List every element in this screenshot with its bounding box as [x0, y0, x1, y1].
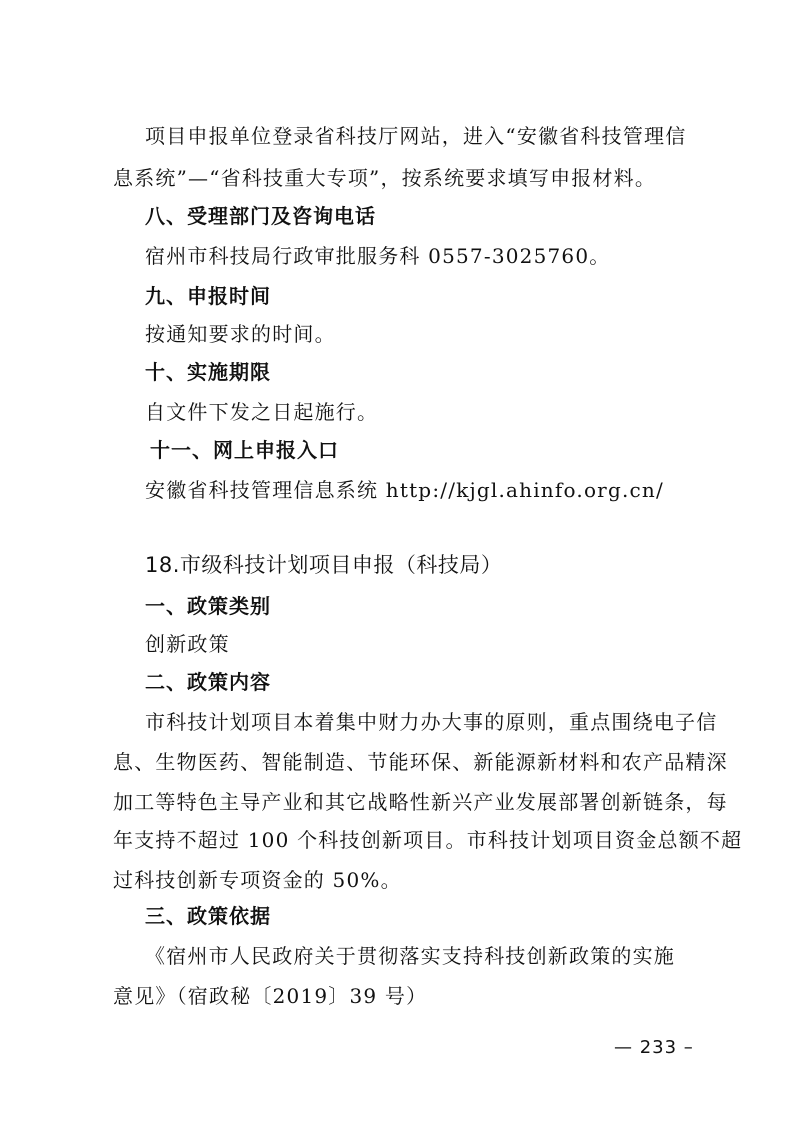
section-body: 按通知要求的时间。 [145, 322, 336, 346]
section-heading: 二、政策内容 [145, 670, 271, 694]
section-heading: 十、实施期限 [145, 360, 271, 384]
section-body: 自文件下发之日起施行。 [145, 400, 379, 424]
paragraph-line: 项目申报单位登录省科技厅网站，进入“安徽省科技管理信 [145, 124, 687, 148]
paragraph-line: 《宿州市人民政府关于贯彻落实支持科技创新政策的实施 [145, 944, 675, 968]
section-body: 创新政策 [145, 632, 230, 656]
paragraph-line: 年支持不超过 100 个科技创新项目。市科技计划项目资金总额不超 [113, 828, 743, 852]
section-heading: 三、政策依据 [145, 904, 271, 928]
paragraph-line: 意见》（宿政秘〔2019〕39 号） [113, 984, 428, 1008]
paragraph-line: 息、生物医药、智能制造、节能环保、新能源新材料和农产品精深 [113, 750, 728, 774]
paragraph-line: 过科技创新专项资金的 50%。 [113, 868, 402, 892]
section-heading: 八、受理部门及咨询电话 [145, 204, 376, 228]
section-heading: 十一、网上申报入口 [150, 438, 339, 462]
section-heading: 九、申报时间 [145, 284, 271, 308]
paragraph-line: 息系统”—“省科技重大专项”，按系统要求填写申报材料。 [113, 166, 657, 190]
item-title: 18.市级科技计划项目申报（科技局） [145, 553, 503, 577]
paragraph-line: 市科技计划项目本着集中财力办大事的原则，重点围绕电子信 [145, 710, 718, 734]
section-body: 宿州市科技局行政审批服务科 0557-3025760。 [145, 244, 611, 268]
paragraph-line: 加工等特色主导产业和其它战略性新兴产业发展部署创新链条，每 [113, 790, 728, 814]
page-number: — 233 – [614, 1037, 694, 1058]
section-body: 安徽省科技管理信息系统 http://kjgl.ahinfo.org.cn/ [145, 478, 664, 502]
section-heading: 一、政策类别 [145, 594, 271, 618]
